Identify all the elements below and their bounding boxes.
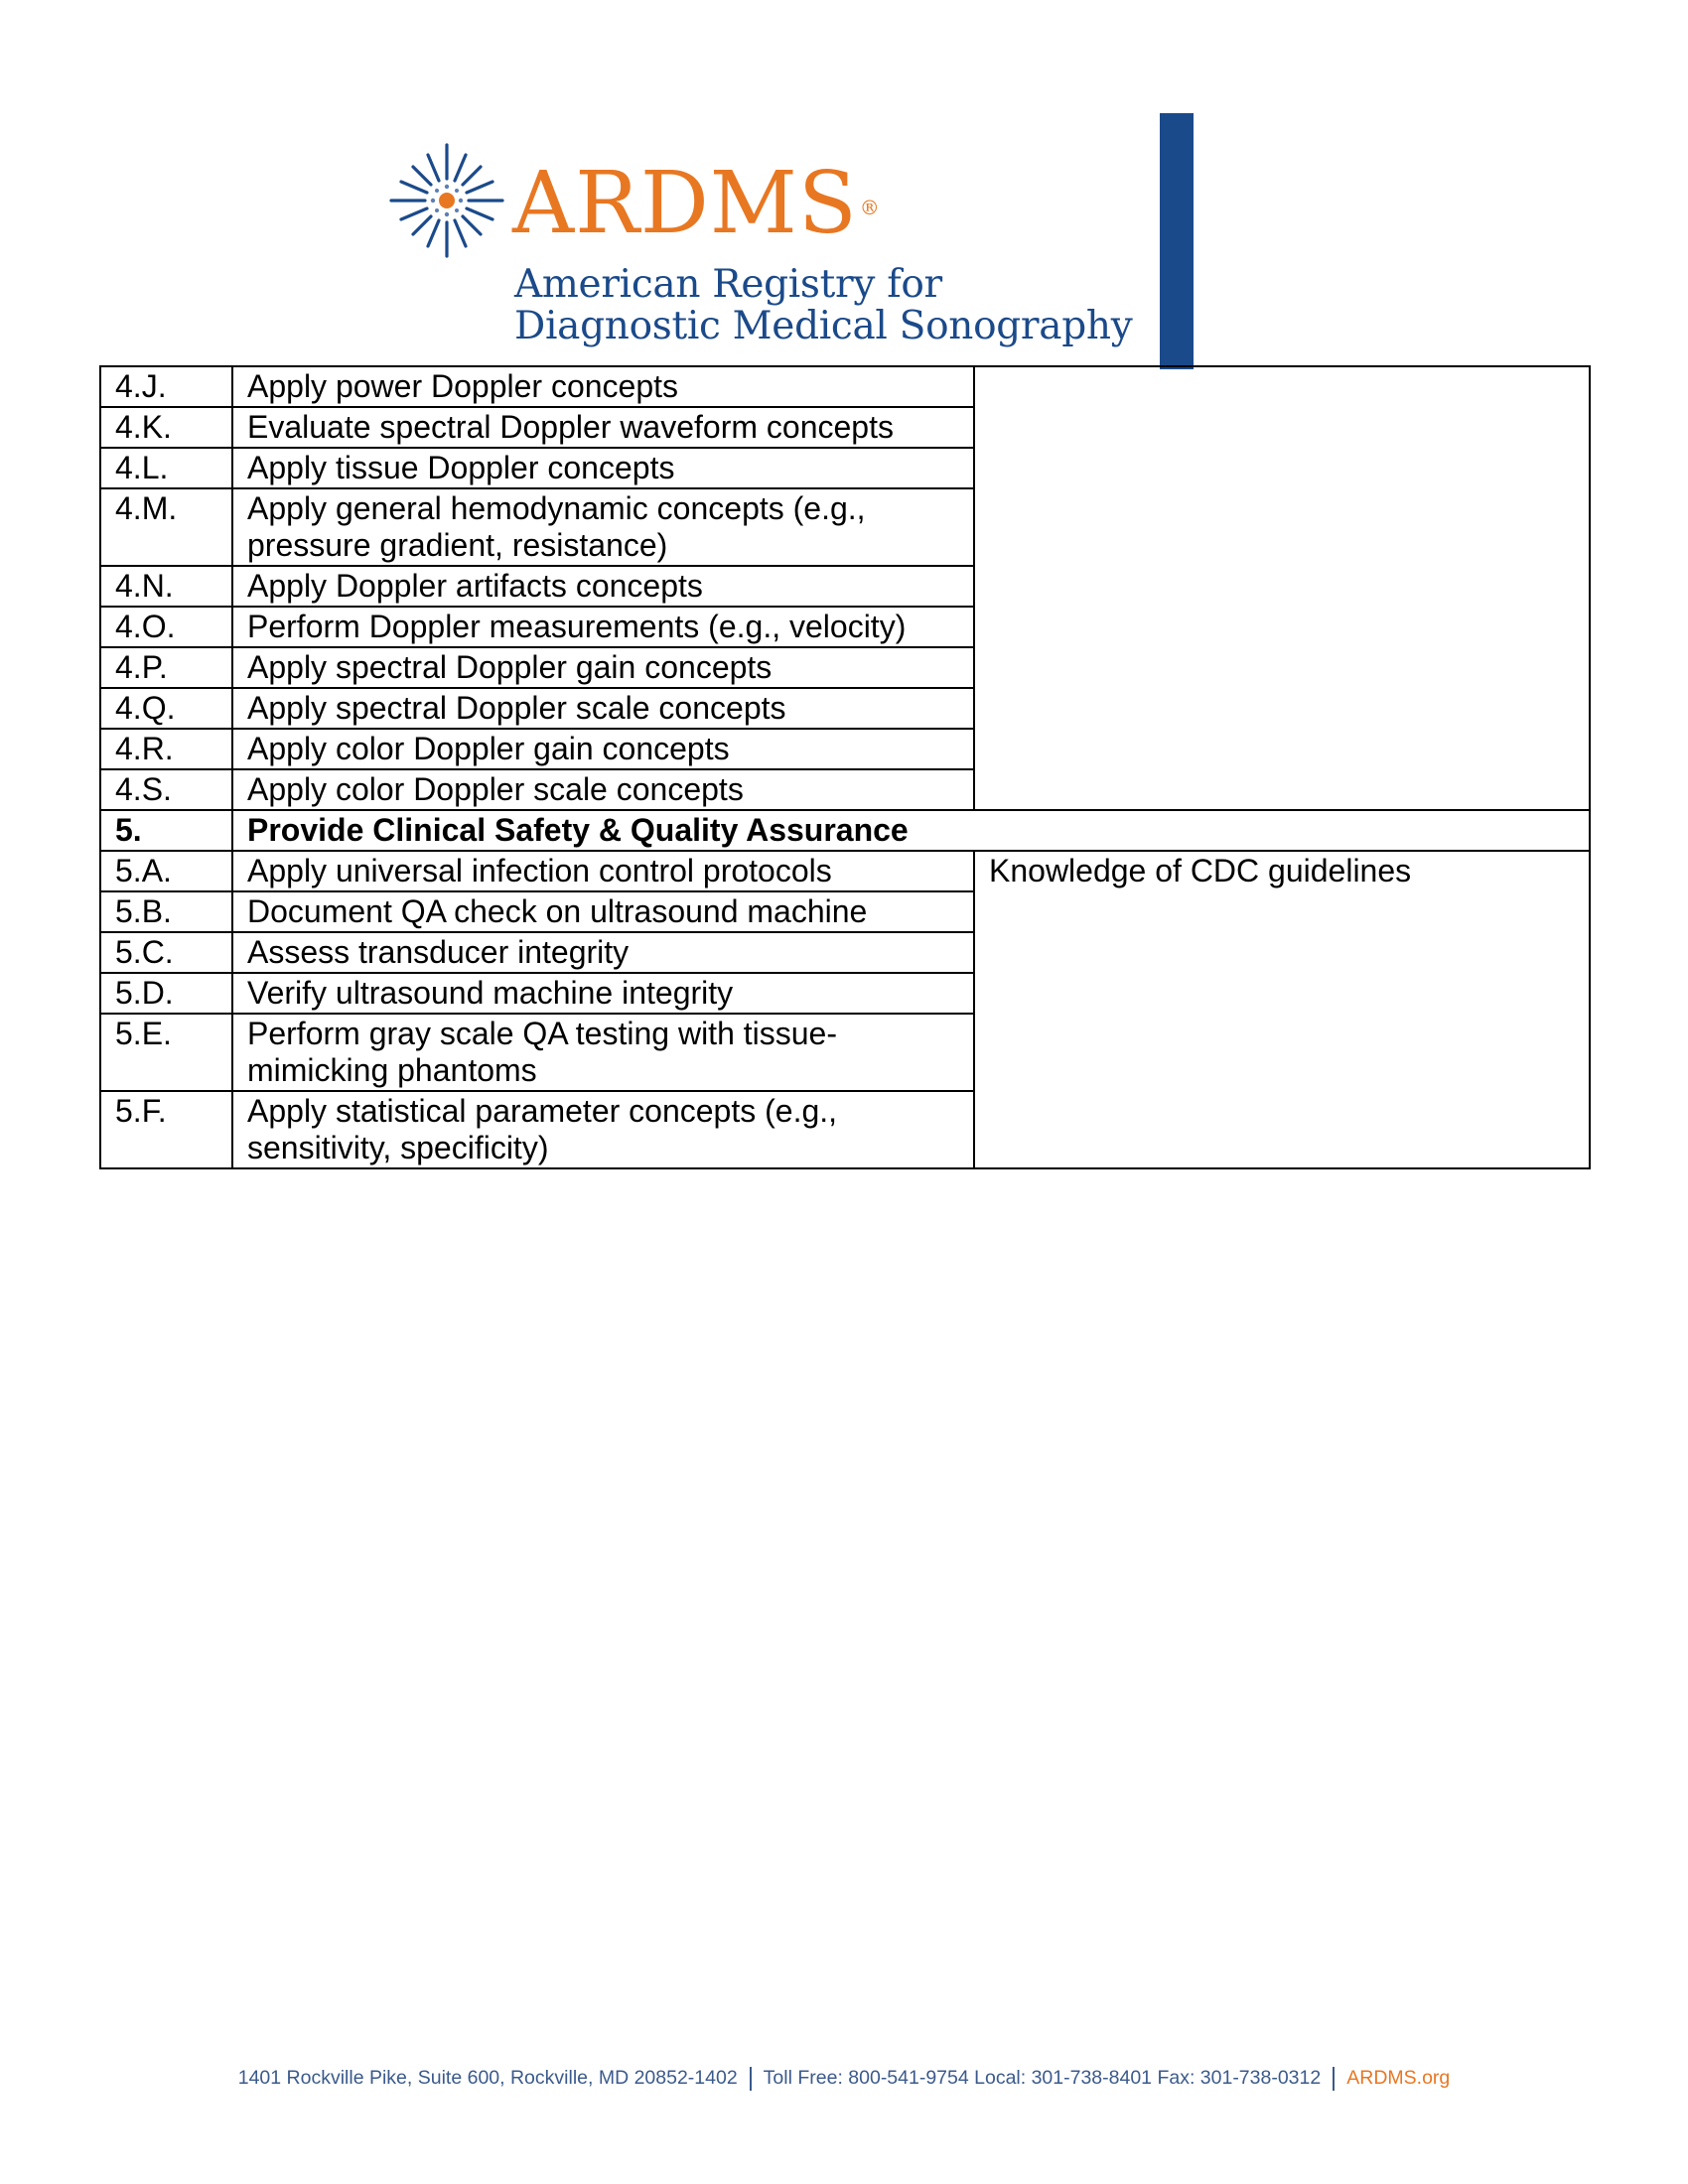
page-footer — [0, 2067, 1688, 2091]
header-accent-bar — [1160, 113, 1194, 369]
section-code: 5. — [100, 810, 232, 851]
task-text: Verify ultrasound machine integrity — [232, 973, 974, 1014]
task-code: 5.F. — [100, 1091, 232, 1168]
task-code: 4.P. — [100, 647, 232, 688]
footer-address: 1401 Rockville Pike, Suite 600, Rockville, MD 20852-1402 — [237, 2067, 738, 2090]
footer-website-link[interactable]: ARDMS.org — [1346, 2067, 1451, 2090]
task-code: 4.N. — [100, 566, 232, 607]
task-text: Apply general hemodynamic concepts (e.g., pressure gradient, resistance) — [232, 488, 974, 566]
org-name-line2: Diagnostic Medical Sonography — [514, 304, 1133, 348]
task-code: 5.D. — [100, 973, 232, 1014]
task-text: Document QA check on ultrasound machine — [232, 891, 974, 932]
task-code: 4.M. — [100, 488, 232, 566]
task-text: Apply color Doppler gain concepts — [232, 729, 974, 769]
task-code: 4.O. — [100, 607, 232, 647]
table-row — [100, 851, 1590, 891]
task-code: 4.K. — [100, 407, 232, 448]
org-name-line1: American Registry for — [514, 262, 942, 307]
table-row — [100, 366, 1590, 407]
task-text: Perform Doppler measurements (e.g., velocity) — [232, 607, 974, 647]
logo-wordmark: ARDMS ® — [512, 154, 881, 253]
content-outline-table — [99, 365, 1591, 1169]
task-text: Apply statistical parameter concepts (e.g., sensitivity, specificity) — [232, 1091, 974, 1168]
task-code: 5.A. — [100, 851, 232, 891]
footer-separator — [750, 2067, 752, 2091]
footer-separator — [1333, 2067, 1335, 2091]
task-code: 5.B. — [100, 891, 232, 932]
task-text: Apply spectral Doppler scale concepts — [232, 688, 974, 729]
task-code: 5.C. — [100, 932, 232, 973]
task-text: Evaluate spectral Doppler waveform concepts — [232, 407, 974, 448]
knowledge-cell: Knowledge of CDC guidelines — [974, 851, 1590, 1168]
task-text: Apply Doppler artifacts concepts — [232, 566, 974, 607]
task-text: Apply tissue Doppler concepts — [232, 448, 974, 488]
knowledge-cell-empty — [974, 366, 1590, 810]
task-text: Apply spectral Doppler gain concepts — [232, 647, 974, 688]
task-code: 4.J. — [100, 366, 232, 407]
task-text: Apply universal infection control protocols — [232, 851, 974, 891]
task-code: 5.E. — [100, 1014, 232, 1091]
footer-phones: Toll Free: 800-541-9754 Local: 301-738-8401 Fax: 301-738-0312 — [763, 2067, 1322, 2090]
section-header-row — [100, 810, 1590, 851]
task-text: Apply color Doppler scale concepts — [232, 769, 974, 810]
ardms-logo — [385, 139, 1180, 367]
task-text: Assess transducer integrity — [232, 932, 974, 973]
task-code: 4.Q. — [100, 688, 232, 729]
task-text: Perform gray scale QA testing with tissue-mimicking phantoms — [232, 1014, 974, 1091]
task-code: 4.R. — [100, 729, 232, 769]
task-code: 4.S. — [100, 769, 232, 810]
task-text: Apply power Doppler concepts — [232, 366, 974, 407]
starburst-icon — [385, 139, 514, 268]
registered-mark: ® — [859, 196, 881, 219]
section-title: Provide Clinical Safety & Quality Assurance — [232, 810, 1590, 851]
task-code: 4.L. — [100, 448, 232, 488]
